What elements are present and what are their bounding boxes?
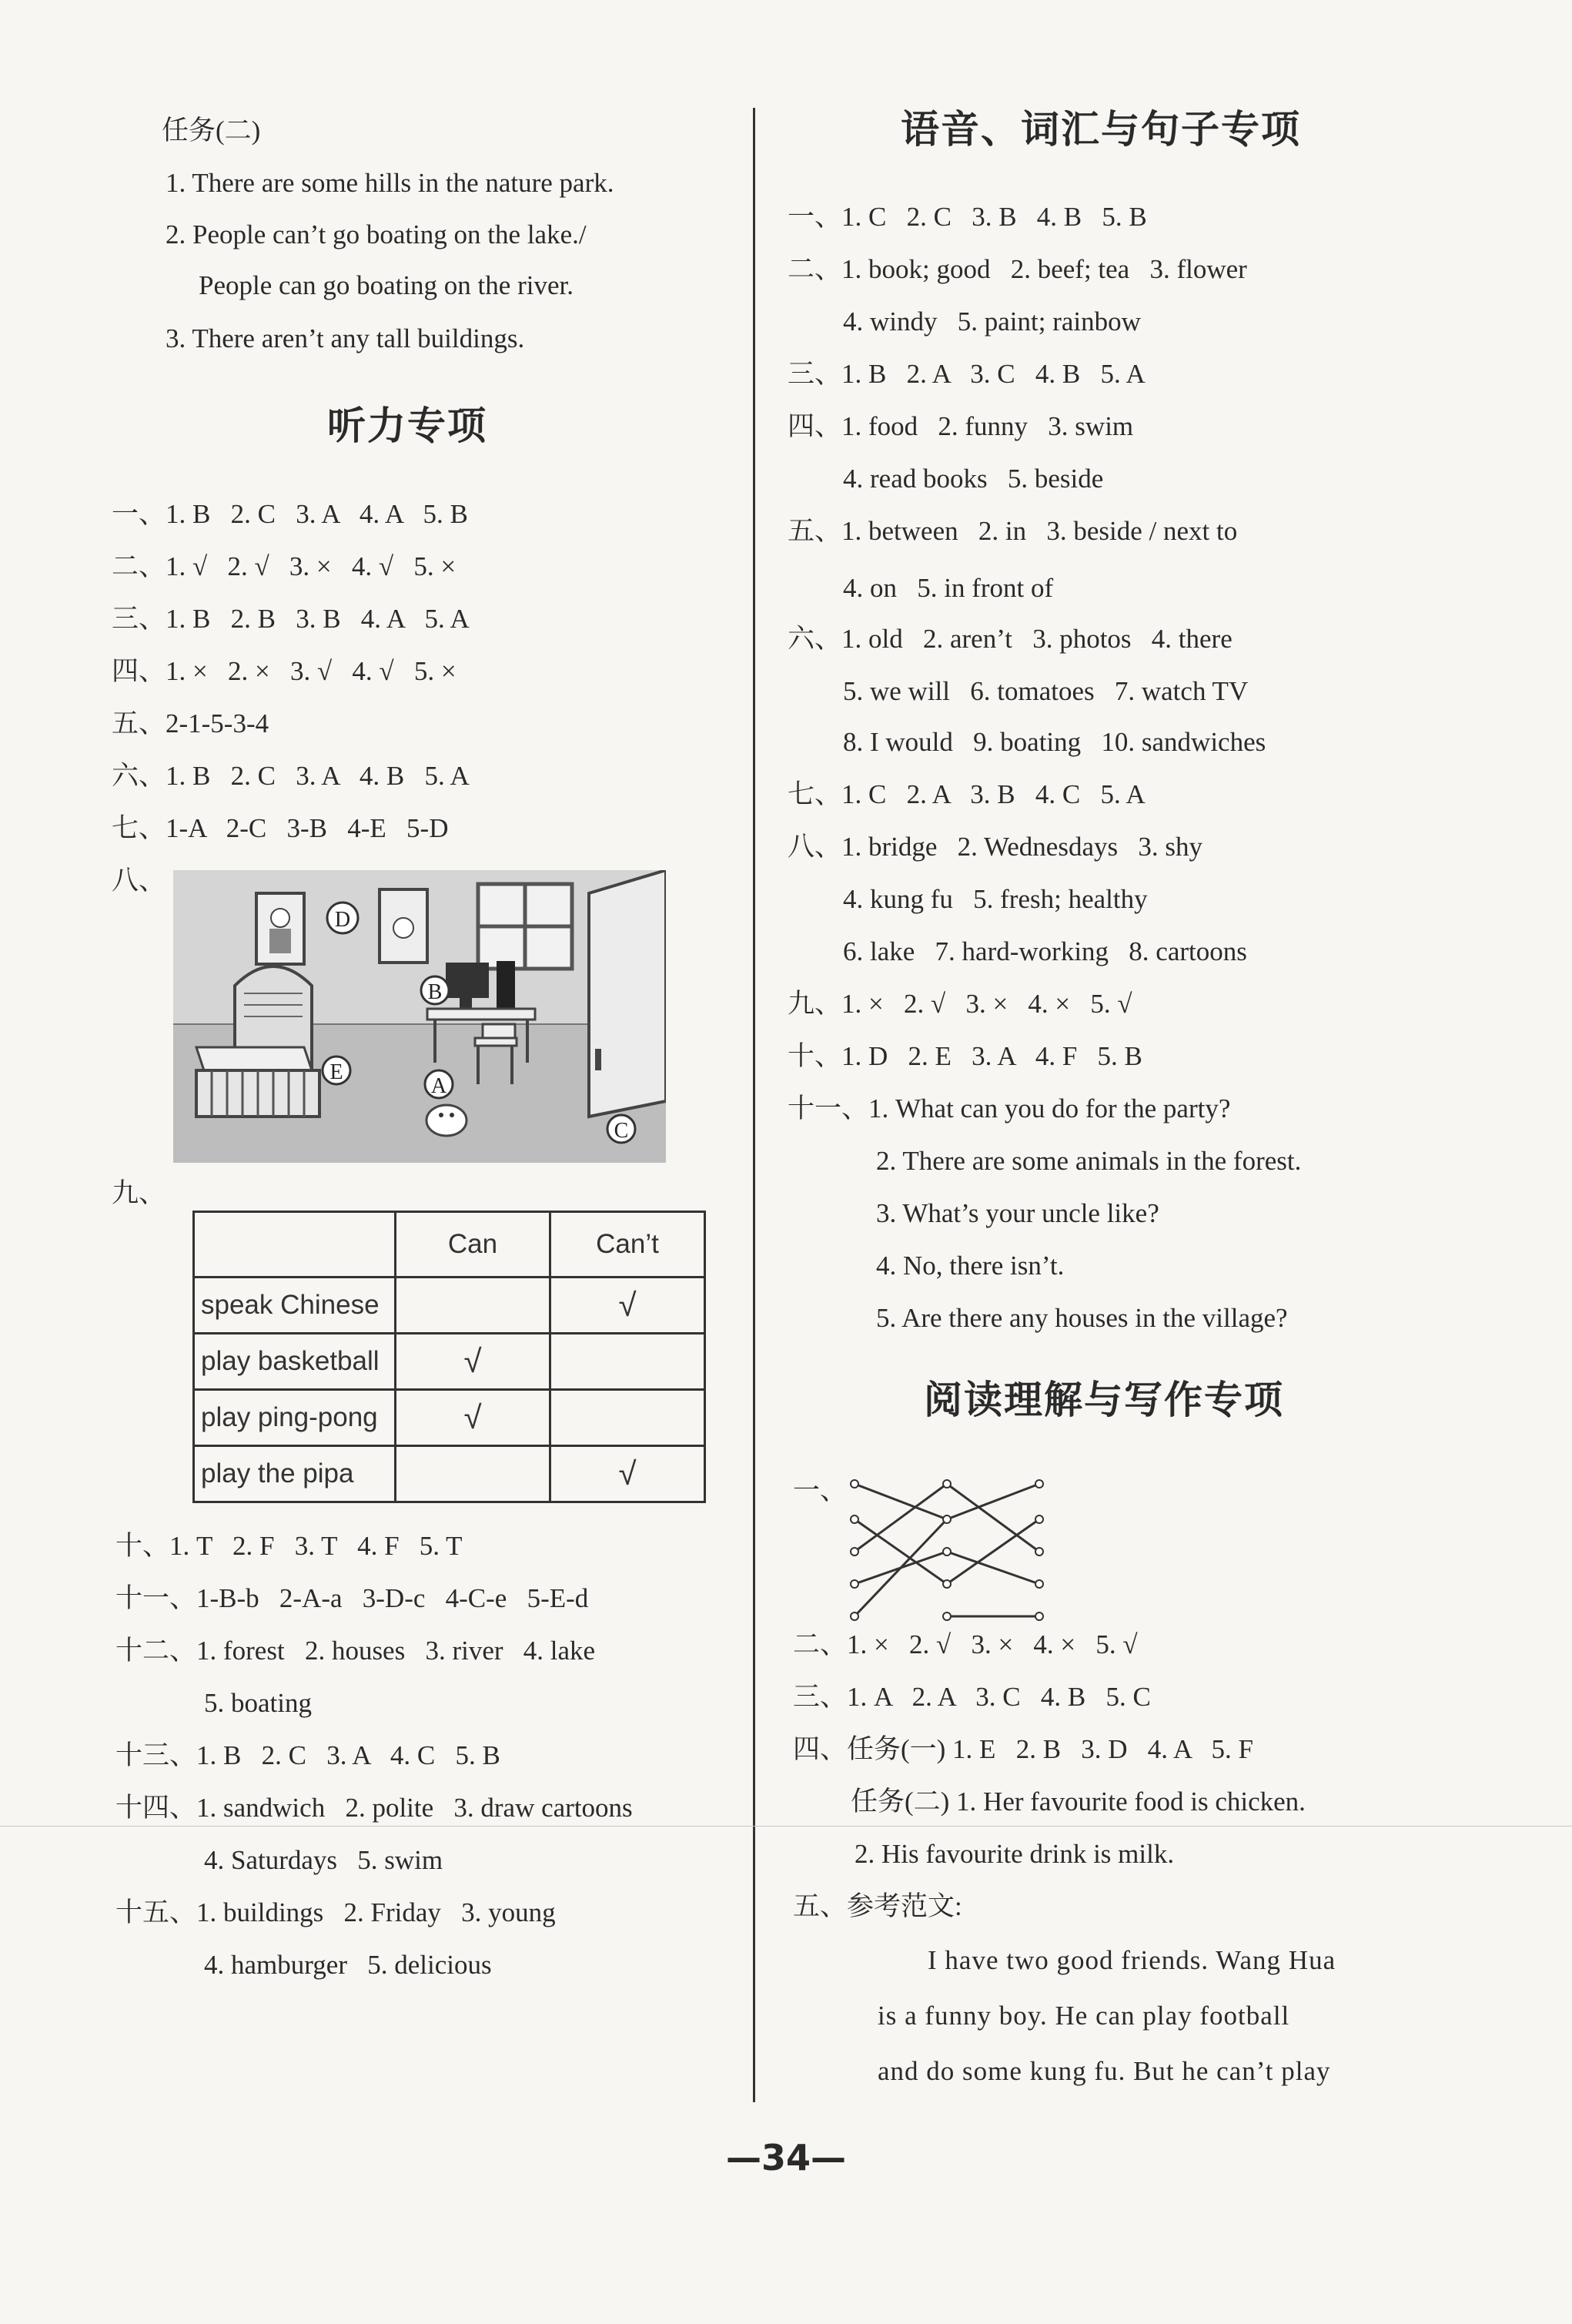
ability-table [192,1211,706,1503]
svg-text:C: C [614,1119,629,1143]
table-header-cell: Can [396,1212,550,1278]
question-8-label: 八、 [112,866,166,896]
door [589,870,666,1117]
table-header-cell: Can’t [550,1212,705,1278]
activity-cell: play ping-pong [194,1390,396,1446]
answer-line: 3. What’s your uncle like? [876,1198,1159,1228]
can-cell: √ [396,1390,550,1446]
answer-line: 一、1. B 2. C 3. A 4. A 5. B [112,499,468,529]
marker-e [323,1057,350,1084]
answer-line: 2. People can’t go boating on the lake./ [166,219,587,249]
scan-line [0,1826,1572,1827]
table-row [194,1446,705,1502]
listening-heading: 听力专项 [327,404,487,448]
task2-title: 任务(二) [162,116,261,146]
cant-cell: √ [550,1278,705,1334]
answer-line: 三、1. B 2. A 3. C 4. B 5. A [788,359,1146,389]
answer-line: 4. windy 5. paint; rainbow [843,306,1141,337]
answer-line: 九、1. × 2. √ 3. × 4. × 5. √ [788,989,1132,1019]
reading-heading: 阅读理解与写作专项 [924,1378,1284,1422]
answer-line: 八、1. bridge 2. Wednesdays 3. shy [788,832,1202,862]
answer-line: 四、任务(一) 1. E 2. B 3. D 4. A 5. F [793,1734,1253,1764]
window [478,884,572,969]
answer-line: 四、1. food 2. funny 3. swim [788,411,1134,441]
svg-text:B: B [427,980,443,1004]
answer-line: 七、1. C 2. A 3. B 4. C 5. A [788,779,1146,809]
essay-line: is a funny boy. He can play football [878,2001,1290,2031]
table-row [194,1390,705,1446]
vocab-heading: 语音、词汇与句子专项 [901,107,1301,152]
answer-line: 4. Saturdays 5. swim [204,1845,443,1875]
marker-b [421,976,449,1004]
answer-line: 三、1. B 2. B 3. B 4. A 5. A [112,604,470,634]
table-row [194,1278,705,1334]
table-header-row [194,1212,705,1278]
answer-line: 十、1. T 2. F 3. T 4. F 5. T [115,1531,463,1561]
marker-d [327,902,358,933]
answer-line: 4. kung fu 5. fresh; healthy [843,884,1148,914]
answer-line: 五、1. between 2. in 3. beside / next to [788,516,1238,546]
answer-line: 5. Are there any houses in the village? [876,1303,1288,1333]
answer-line: 六、1. old 2. aren’t 3. photos 4. there [788,624,1233,654]
answer-line: 七、1-A 2-C 3-B 4-E 5-D [112,813,449,843]
answer-line: 3. There aren’t any tall buildings. [166,323,525,353]
answer-line: 三、1. A 2. A 3. C 4. B 5. C [793,1682,1151,1712]
answer-line: 4. on 5. in front of [843,573,1054,603]
cant-cell [550,1390,705,1446]
answer-line: 十四、1. sandwich 2. polite 3. draw cartoons [115,1793,633,1823]
answer-line: 十一、1. What can you do for the party? [788,1093,1231,1123]
question-9-label: 九、 [112,1178,166,1208]
essay-line: and do some kung fu. But he can’t play [878,2056,1331,2086]
answer-line: 十二、1. forest 2. houses 3. river 4. lake [115,1636,596,1666]
can-cell: √ [396,1334,550,1390]
cat-picture [380,889,427,963]
answer-line: 二、1. × 2. √ 3. × 4. × 5. √ [793,1629,1138,1659]
marker-c [607,1115,635,1143]
answer-line: 二、1. √ 2. √ 3. × 4. √ 5. × [112,551,457,581]
activity-cell: play the pipa [194,1446,396,1502]
bedroom-illustration [173,870,666,1163]
page-number: —34— [725,2137,846,2178]
can-cell [396,1278,550,1334]
answer-line: 二、1. book; good 2. beef; tea 3. flower [788,254,1247,284]
answer-line: 2. There are some animals in the forest. [876,1146,1302,1176]
answer-line: 6. lake 7. hard-working 8. cartoons [843,936,1247,966]
answer-line: 8. I would 9. boating 10. sandwiches [843,727,1266,757]
answer-line: 任务(二) 1. Her favourite food is chicken. [851,1787,1306,1817]
answer-line: People can go boating on the river. [199,270,574,300]
essay-line: I have two good friends. Wang Hua [928,1945,1336,1975]
cant-cell [550,1334,705,1390]
answer-line: 2. His favourite drink is milk. [855,1839,1175,1869]
answer-line: 十五、1. buildings 2. Friday 3. young [115,1897,556,1927]
girl-picture [256,893,304,964]
answer-line: 六、1. B 2. C 3. A 4. B 5. A [112,761,470,791]
svg-text:A: A [430,1074,447,1098]
answer-line: 五、参考范文: [793,1891,962,1921]
answer-line: 5. we will 6. tomatoes 7. watch TV [843,676,1249,706]
matching-lines [847,1475,1047,1621]
activity-cell: speak Chinese [194,1278,396,1334]
table-header-cell [194,1212,396,1278]
svg-text:E: E [329,1060,343,1084]
answer-line: 十一、1-B-b 2-A-a 3-D-c 4-C-e 5-E-d [115,1583,589,1613]
answer-line: 4. read books 5. beside [843,464,1104,494]
activity-cell: play basketball [194,1334,396,1390]
marker-a [425,1070,453,1098]
matching-label: 一、 [793,1475,848,1505]
answer-line: 十三、1. B 2. C 3. A 4. C 5. B [115,1740,500,1770]
answer-line: 5. boating [204,1688,312,1718]
answer-line: 1. There are some hills in the nature park. [166,168,614,198]
table-row [194,1334,705,1390]
dog [426,1105,467,1136]
answer-line: 五、2-1-5-3-4 [112,708,269,738]
svg-text:D: D [334,908,351,932]
can-cell [396,1446,550,1502]
answer-line: 4. No, there isn’t. [876,1251,1065,1281]
answer-line: 4. hamburger 5. delicious [204,1950,492,1980]
answer-line: 一、1. C 2. C 3. B 4. B 5. B [788,202,1147,232]
column-divider [753,108,755,2102]
answer-line: 四、1. × 2. × 3. √ 4. √ 5. × [112,656,457,686]
cant-cell: √ [550,1446,705,1502]
answer-line: 十、1. D 2. E 3. A 4. F 5. B [788,1041,1142,1071]
